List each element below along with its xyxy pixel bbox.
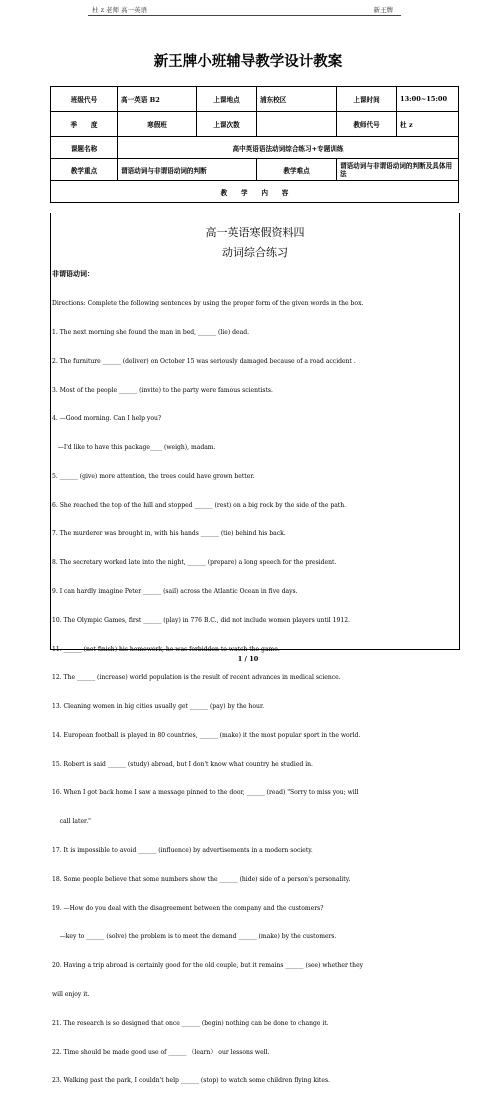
time-label: 上课时间 bbox=[337, 87, 397, 112]
doc-heading: 高一英语寒假资料四 bbox=[205, 226, 305, 239]
exercise-line: 9. I can hardly imagine Peter ______ (sail) across the Atlantic Ocean in five days. bbox=[52, 588, 298, 595]
exercise-line: 16. When I got back home I saw a message pinned to the door, ______ (read) "Sorry to miss you; will bbox=[52, 789, 359, 797]
exercise-line: 18. Some people believe that some numbers show the ______ (hide) side of a person's personality. bbox=[52, 875, 351, 883]
exercise-line: 2. The furniture ______ (deliver) on October 15 was seriously damaged because of a road accident . bbox=[52, 357, 356, 365]
season-label: 季 度 bbox=[51, 112, 118, 137]
exercise-line: 6. She reached the top of the hill and stopped ______ (rest) on a big rock by the side of the path. bbox=[52, 501, 347, 509]
location-label: 上课地点 bbox=[197, 87, 257, 112]
exercise-line: 20. Having a trip abroad is certainly good for the old couple, but it remains ______ (see) whether they bbox=[52, 962, 364, 970]
exercise-line: will enjoy it. bbox=[52, 990, 90, 998]
difficulty-value: 谓语动词与非谓语动词的判断及具体用法 bbox=[337, 159, 459, 181]
exercise-line: 14. European football is played in 80 countries, ______ (make) it the most popular sport in the world. bbox=[52, 731, 361, 739]
difficulty-label: 教学难点 bbox=[257, 159, 337, 181]
exercise-line: 10. The Olympic Games, first ______ (play) in 776 B.C., did not include women players until 1912. bbox=[52, 616, 350, 624]
content-label: 教 学 内 容 bbox=[51, 181, 459, 203]
exercise-line: 15. Robert is said ______ (study) abroad, but I don't know what country he studied in. bbox=[52, 760, 313, 768]
exercise-line: 4. —Good morning. Can I help you? bbox=[52, 415, 162, 423]
teacher-label: 教师代号 bbox=[337, 112, 397, 137]
exercise-line: 23. Walking past the park, I couldn't help ______ (stop) to watch some children flying kites. bbox=[52, 1077, 330, 1085]
exercise-line: 22. Time should be made good use of ______ （learn） our lessons well. bbox=[52, 1048, 270, 1056]
exercise-line: 21. The research is so designed that once ______ (begin) nothing can be done to change it. bbox=[52, 1019, 329, 1027]
lesson-info-table bbox=[50, 86, 459, 203]
exercise-line: call later." bbox=[52, 818, 91, 826]
exercise-line: Directions: Complete the following sentences by using the proper form of the given words in the box. bbox=[52, 300, 364, 308]
exercise-list bbox=[52, 280, 456, 1105]
location-value: 浦东校区 bbox=[257, 87, 337, 112]
topic-value: 高中英语语法动词综合练习+专题训练 bbox=[118, 137, 459, 159]
doc-subheading: 动词综合练习 bbox=[222, 246, 288, 259]
exercise-line: 19. —How do you deal with the disagreement between the company and the customers? bbox=[52, 904, 324, 912]
exercise-line: 3. Most of the people ______ (invite) to the party were famous scientists. bbox=[52, 386, 273, 394]
exercise-line: 12. The ______ (increase) world population is the result of recent advances in medical science. bbox=[52, 674, 341, 682]
exercise-line: 1. The next morning she found the man in bed, ______ (lie) dead. bbox=[52, 328, 249, 336]
exercise-line: 17. It is impossible to avoid ______ (influence) by advertisements in a modern society. bbox=[52, 847, 313, 855]
exercise-line: 11. ______ (not finish) his homework, he was forbidden to watch the game. bbox=[52, 645, 280, 653]
exercise-line: 5. ______ (give) more attention, the trees could have grown better. bbox=[52, 472, 255, 480]
key-label: 教学重点 bbox=[51, 159, 118, 181]
header-left: 杜 z 老师 高一英语 bbox=[92, 6, 148, 14]
count-label: 上课次数 bbox=[197, 112, 257, 137]
key-value: 谓语动词与非谓语动词的判断 bbox=[118, 159, 257, 181]
teacher-value: 杜 z bbox=[397, 112, 459, 137]
class-code-label: 班级代号 bbox=[51, 87, 118, 112]
section-title: 非谓语动词： bbox=[52, 269, 94, 278]
page-title: 新王牌小班辅导教学设计教案 bbox=[153, 53, 343, 70]
exercise-line: —key to ______ (solve) the problem is to meet the demand ______ (make) by the customers. bbox=[52, 933, 337, 941]
page-number: 1 / 10 bbox=[237, 655, 259, 663]
topic-label: 课题名称 bbox=[51, 137, 118, 159]
header-divider bbox=[88, 15, 401, 16]
exercise-line: —I'd like to have this package____ (weigh), madam. bbox=[52, 444, 216, 452]
exercise-line: 7. The murderer was brought in, with his hands ______ (tie) behind his back. bbox=[52, 530, 286, 538]
header-right: 新王牌 bbox=[373, 6, 393, 14]
count-value bbox=[257, 112, 337, 137]
season-value: 寒假班 bbox=[118, 112, 197, 137]
class-code-value: 高一英语 B2 bbox=[118, 87, 197, 112]
time-value: 13:00~15:00 bbox=[397, 87, 459, 112]
exercise-line: 8. The secretary worked late into the night, ______ (prepare) a long speech for the president. bbox=[52, 559, 337, 567]
exercise-line: 13. Cleaning women in big cities usually get ______ (pay) by the hour. bbox=[52, 703, 265, 711]
